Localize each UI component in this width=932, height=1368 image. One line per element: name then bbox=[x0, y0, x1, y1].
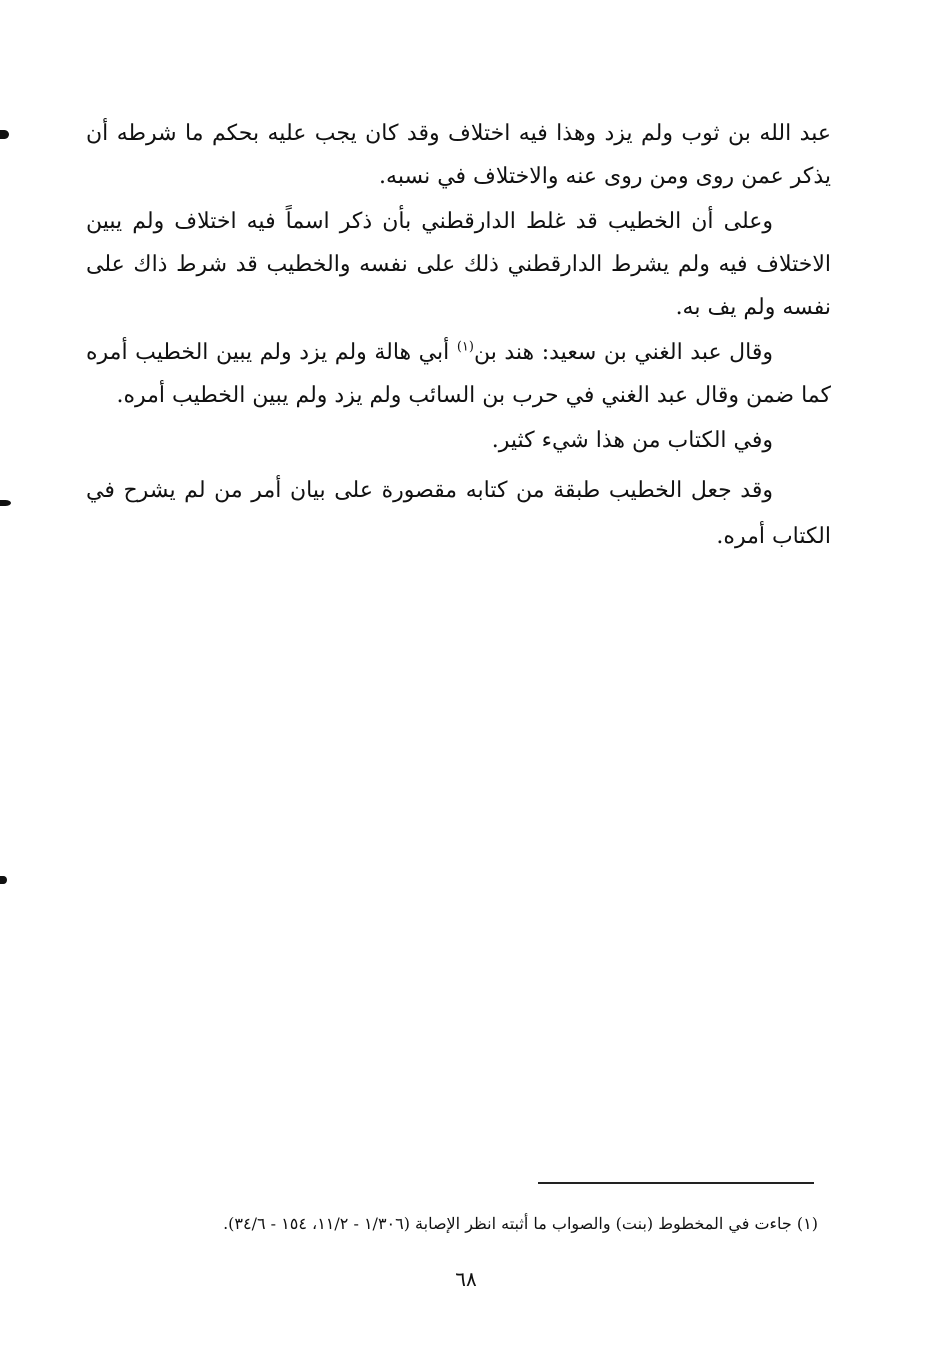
paragraph-2: وعلى أن الخطيب قد غلط الدارقطني بأن ذكر اسماً فيه اختلاف ولم يبين الاختلاف فيه ولم يشرط الدارقطني ذلك على نفسه والخطيب قد شرط ذاك على نفسه ولم يف به. bbox=[86, 209, 831, 320]
paragraph-3-before: وقال عبد الغني بن سعيد: هند بن bbox=[473, 340, 773, 365]
paragraph-3-after: أبي هالة ولم يزد ولم يبين الخطيب أمره كما ضمن وقال عبد الغني في حرب بن السائب ولم يزد ولم يبين الخطيب أمره. bbox=[86, 340, 831, 408]
footnote-reference: (١) bbox=[456, 339, 474, 355]
scan-edge-mark bbox=[0, 130, 9, 139]
footnote-divider bbox=[538, 1182, 814, 1184]
main-text bbox=[86, 112, 831, 562]
paragraph-1: عبد الله بن ثوب ولم يزد وهذا فيه اختلاف وقد كان يجب عليه بحكم ما شرطه أن يذكر عمن روى ومن روى عنه والاختلاف في نسبه. bbox=[86, 121, 831, 189]
paragraph-3 bbox=[86, 331, 831, 417]
paragraph-5: وقد جعل الخطيب طبقة من كتابه مقصورة على بيان أمر من لم يشرح في الكتاب أمره. bbox=[86, 478, 831, 549]
paragraph-4: وفي الكتاب من هذا شيء كثير. bbox=[491, 428, 773, 453]
footnote: (١) جاءت في المخطوط (بنت) والصواب ما أثبته انظر الإصابة (١/٣٠٦ - ١١/٢، ١٥٤ - ٣٤/٦). bbox=[223, 1214, 818, 1233]
scan-edge-mark bbox=[0, 500, 11, 506]
page-number: ٦٨ bbox=[455, 1267, 477, 1291]
scan-edge-mark bbox=[0, 876, 7, 884]
